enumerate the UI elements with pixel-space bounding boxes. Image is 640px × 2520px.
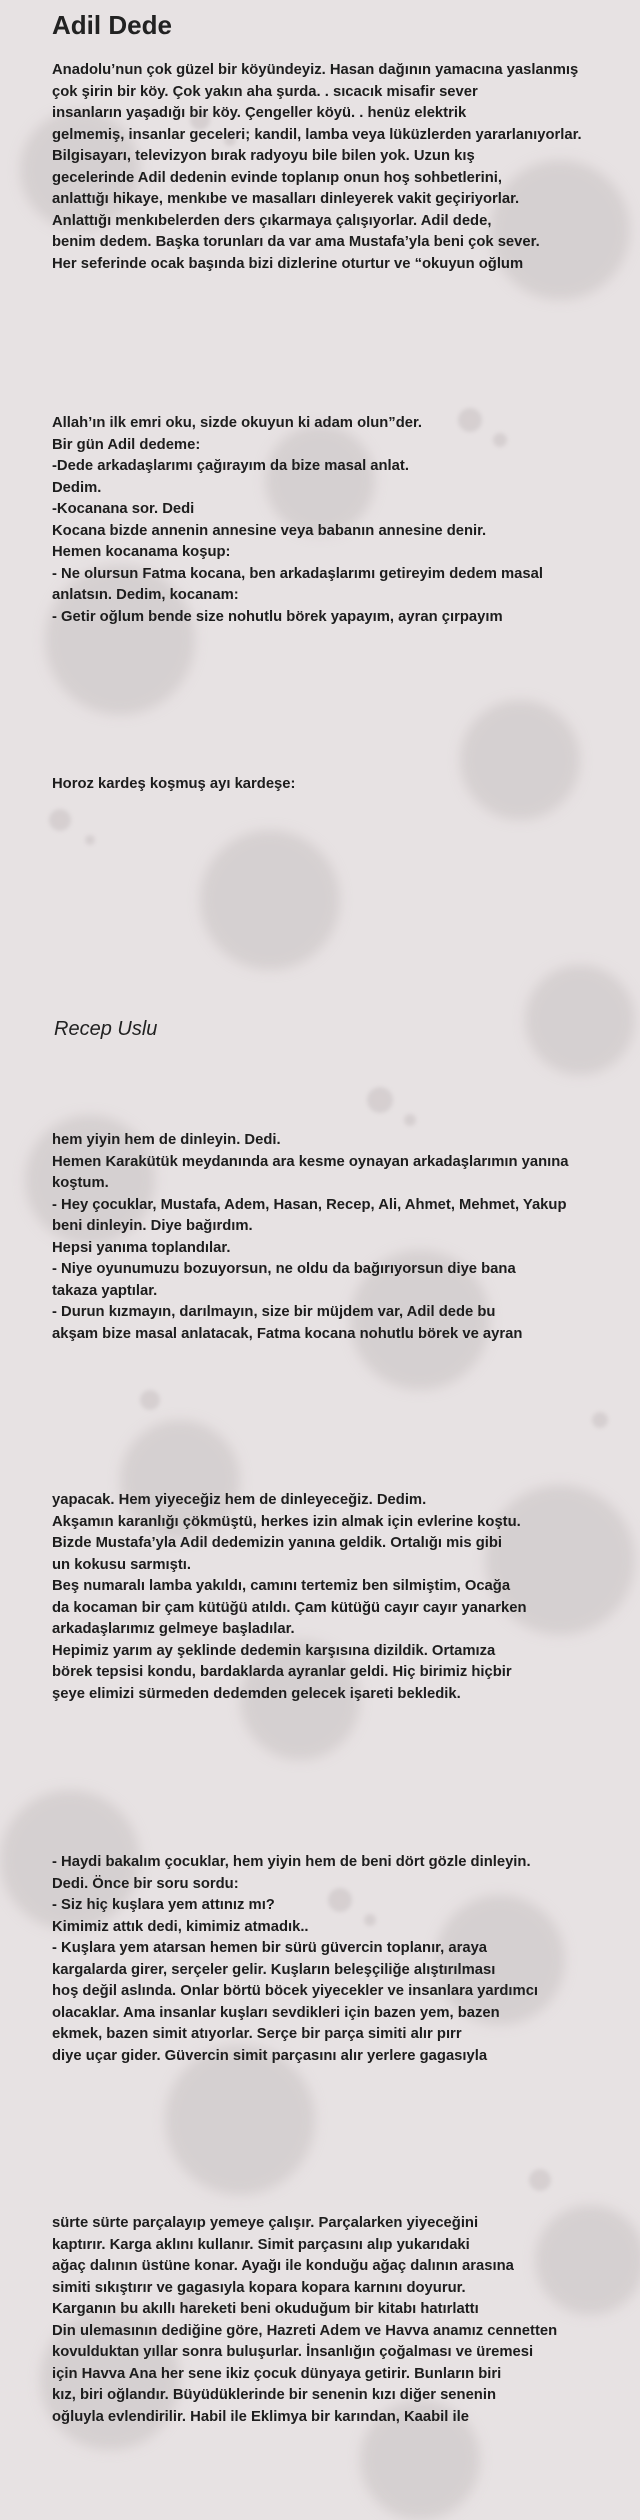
text-line: Her seferinde ocak başında bizi dizlerine oturtur ve “okuyun oğlum [52, 255, 524, 272]
text-line: Dedim. [52, 479, 102, 496]
text-line: Akşamın karanlığı çökmüştü, herkes izin almak için evlerine koştu. [52, 1513, 521, 1530]
text-line: börek tepsisi kondu, bardaklarda ayranlar geldi. Hiç birimiz hiçbir [52, 1664, 512, 1680]
text-line: çok şirin bir köy. Çok yakın aha şurda. . sıcacık misafir sever [52, 83, 478, 100]
text-line: diye uçar gider. Güvercin simit parçasını alır yerlere gagasıyla [52, 2047, 488, 2064]
paragraph-block-1 [52, 60, 632, 275]
text-line: gecelerinde Adil dedenin evinde toplanıp onun hoş sohbetlerini, [52, 169, 502, 186]
text-line: ekmek, bazen simit atıyorlar. Serçe bir parça simiti alır pırr [52, 2026, 462, 2042]
text-line: Karganın bu akıllı hareketi beni okuduğum bir kitabı hatırlattı [52, 2301, 479, 2317]
page-title: Adil Dede [52, 10, 172, 40]
text-line: anlatsın. Dedim, kocanam: [52, 587, 239, 603]
text-line: kargalarda girer, serçeler gelir. Kuşların beleşçiliğe alıştırılması [52, 1961, 496, 1978]
text-line: -Dede arkadaşlarımı çağırayım da bize masal anlat. [52, 458, 409, 474]
text-line: Din ulemasının dediğine göre, Hazreti Adem ve Havva anamız cennetten [52, 2322, 558, 2339]
text-line: Bir gün Adil dedeme: [52, 436, 201, 453]
text-line: arkadaşlarımız gelmeye başladılar. [52, 1621, 295, 1637]
paragraph-block-2 [52, 413, 632, 628]
text-line: un kokusu sarmıştı. [52, 1556, 191, 1573]
text-line: yapacak. Hem yiyeceğiz hem de dinleyeceğiz. Dedim. [52, 1492, 427, 1508]
text-line: simiti sıkıştırır ve gagasıyla kopara kopara karnını doyurur. [52, 2279, 466, 2296]
text-line: benim dedem. Başka torunları da var ama Mustafa’yla beni çok sever. [52, 234, 540, 250]
text-line: için Havva Ana her sene ikiz çocuk dünyaya getirir. Bunların biri [52, 2365, 502, 2382]
text-line: Hemen kocanama koşup: [52, 544, 231, 560]
text-line: - Kuşlara yem atarsan hemen bir sürü güvercin toplanır, araya [52, 1940, 488, 1956]
text-line: -Kocanana sor. Dedi [52, 501, 195, 517]
text-line: kız, biri oğlandır. Büyüdüklerinde bir senenin kızı diğer senenin [52, 2387, 496, 2403]
text-line: Allah’ın ilk emri oku, sizde okuyun ki adam olun”der. [52, 415, 423, 431]
author-name: Recep Uslu [54, 1018, 158, 1040]
text-line: - Hey çocuklar, Mustafa, Adem, Hasan, Recep, Ali, Ahmet, Mehmet, Yakup [52, 1196, 567, 1213]
text-line: hem yiyin hem de dinleyin. Dedi. [52, 1132, 281, 1148]
text-line: Hemen Karakütük meydanında ara kesme oynayan arkadaşlarımın yanına [52, 1153, 569, 1170]
text-line: - Getir oğlum bende size nohutlu börek yapayım, ayran çırpayım [52, 608, 503, 625]
text-line: Hepimiz yarım ay şeklinde dedemin karşısına dizildik. Ortamıza [52, 1642, 496, 1659]
text-line: - Ne olursun Fatma kocana, ben arkadaşlarımı getireyim dedem masal [52, 565, 543, 582]
text-line: Horoz kardeş koşmuş ayı kardeşe: [52, 776, 296, 792]
text-line: - Haydi bakalım çocuklar, hem yiyin hem de beni dört gözle dinleyin. [52, 1854, 531, 1870]
text-line: oğluyla evlendirilir. Habil ile Eklimya bir karından, Kaabil ile [52, 2408, 469, 2425]
text-line: Kocana bizde annenin annesine veya babanın annesine denir. [52, 522, 487, 539]
paragraph-block-4 [52, 1130, 632, 1345]
paragraph-block-3 [52, 774, 632, 796]
text-line: takaza yaptılar. [52, 1282, 158, 1299]
text-line: hoş değil aslında. Onlar börtü böcek yiyecekler ve insanlara yardımcı [52, 1983, 539, 1999]
text-line: gelmemiş, insanlar geceleri; kandil, lamba veya lüküzlerden yararlanıyorlar. [52, 126, 582, 143]
text-line: Bizde Mustafa’yla Adil dedemizin yanına geldik. Ortalığı mis gibi [52, 1535, 503, 1551]
text-line: Beş numaralı lamba yakıldı, camını tertemiz ben silmiştim, Ocağa [52, 1578, 511, 1594]
text-line: kovulduktan yıllar sonra buluşurlar. İnsanlığın çoğalması ve üremesi [52, 2344, 534, 2360]
text-line: - Siz hiç kuşlara yem attınız mı? [52, 1897, 275, 1913]
text-line: insanların yaşadığı bir köy. Çengeller köyü. . henüz elektrik [52, 105, 467, 121]
text-line: - Durun kızmayın, darılmayın, size bir müjdem var, Adil dede bu [52, 1304, 496, 1320]
text-line: anlattığı hikaye, menkıbe ve masalları dinleyerek vakit geçiriyorlar. [52, 191, 520, 207]
text-line: Anadolu’nun çok güzel bir köyündeyiz. Hasan dağının yamacına yaslanmış [52, 62, 579, 78]
paragraph-block-7 [52, 2213, 632, 2428]
paragraph-block-6 [52, 1852, 632, 2067]
text-line: sürte sürte parçalayıp yemeye çalışır. Parçalarken yiyeceğini [52, 2215, 479, 2231]
text-line: koştum. [52, 1175, 109, 1191]
text-line: - Niye oyunumuzu bozuyorsun, ne oldu da bağırıyorsun diye bana [52, 1261, 516, 1277]
text-line: beni dinleyin. Diye bağırdım. [52, 1218, 253, 1234]
text-line: şeye elimizi sürmeden dedemden gelecek işareti bekledik. [52, 1685, 461, 1702]
text-line: Hepsi yanıma toplandılar. [52, 1239, 231, 1256]
text-line: ağaç dalının üstüne konar. Ayağı ile konduğu ağaç dalının arasına [52, 2258, 514, 2274]
text-line: Bilgisayarı, televizyon bırak radyoyu bile bilen yok. Uzun kış [52, 148, 475, 164]
text-line: kaptırır. Karga aklını kullanır. Simit parçasını alıp yukarıdaki [52, 2236, 470, 2253]
text-line: Dedi. Önce bir soru sordu: [52, 1875, 239, 1892]
text-line: akşam bize masal anlatacak, Fatma kocana nohutlu börek ve ayran [52, 1325, 523, 1342]
paragraph-block-5 [52, 1490, 632, 1705]
text-line: Kimimiz attık dedi, kimimiz atmadık.. [52, 1918, 309, 1935]
text-line: Anlattığı menkıbelerden ders çıkarmaya çalışıyorlar. Adil dede, [52, 212, 492, 229]
text-line: olacaklar. Ama insanlar kuşları sevdikleri için bazen yem, bazen [52, 2004, 500, 2021]
text-line: da kocaman bir çam kütüğü atıldı. Çam kütüğü cayır cayır yanarken [52, 1599, 527, 1616]
